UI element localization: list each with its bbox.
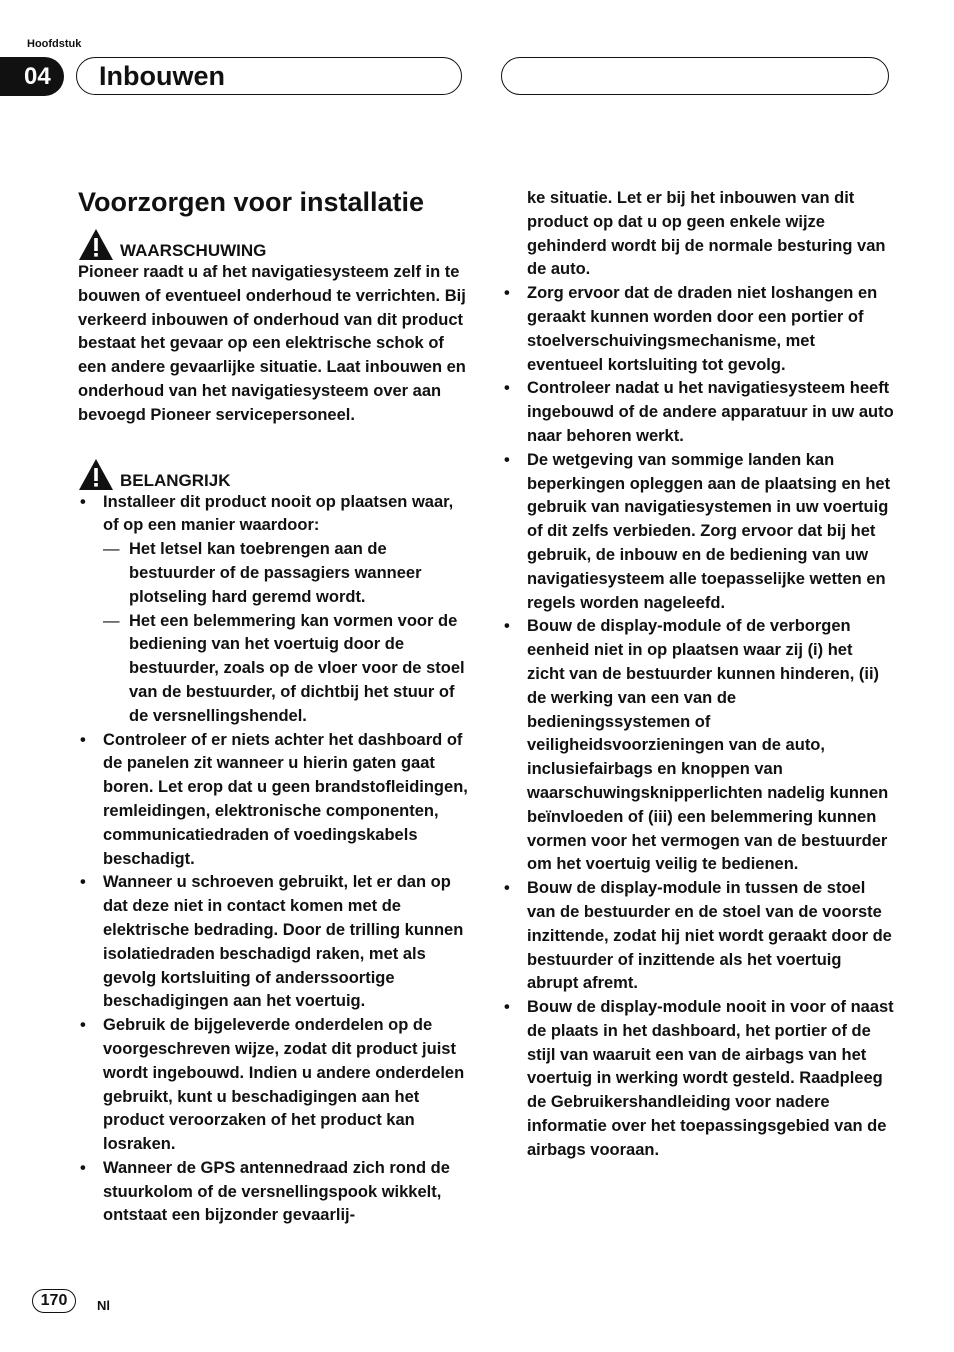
language-code: Nl <box>97 1298 110 1313</box>
list-item <box>78 491 468 729</box>
chapter-number: 04 <box>0 57 64 96</box>
important-heading <box>78 458 468 491</box>
list-item: • Controleer nadat u het navigatiesysteem heeft ingebouwd of de andere apparatuur in uw auto naar behoren werkt. <box>502 377 894 448</box>
continuation-text: ke situatie. Let er bij het inbouwen van dit product op dat u op geen enkele wijze gehinderd wordt bij de normale besturing van de auto. <box>527 189 886 279</box>
section-title: Voorzorgen voor installatie <box>78 187 425 217</box>
page-number: 170 <box>32 1289 76 1313</box>
list-item: • Bouw de display-module of de verborgen eenheid niet in op plaatsen waar zij (i) het zicht van de bestuurder kunnen hinderen, (ii) de werking van een van de bedieningssystemen of veiligheidsvoorzieningen van de auto, inclusiefairbags en knoppen van waarschuwingsknipperlichten nadelig kunnen beïnvloeden of (iii) een belemmering kunnen vormen voor het vermogen van de bestuurder om het voertuig veilig te bedienen. <box>502 615 894 877</box>
list-item: • Gebruik de bijgeleverde onderdelen op de voorgeschreven wijze, zodat dit product juist wordt ingebouwd. Indien u andere onderdelen gebruikt, kunt u beschadigingen aan het product veroorzaken of het product kan losraken. <box>78 1014 468 1157</box>
important-label: BELANGRIJK <box>120 470 231 490</box>
list-item: • Bouw de display-module in tussen de stoel van de bestuurder en de stoel van de voorste inzittende, zodat hij niet wordt geraakt door de bestuurder of inzittende als het voertuig abrupt afremt. <box>502 877 894 996</box>
warning-icon <box>78 228 114 261</box>
sub-list <box>103 538 468 728</box>
header-box-right <box>501 57 889 95</box>
left-column <box>78 184 468 1228</box>
important-list-right <box>502 282 894 1162</box>
warning-text: Pioneer raadt u af het navigatiesysteem zelf in te bouwen of eventueel onderhoud te verrichten. Bij verkeerd inbouwen of onderhoud van dit product bestaat het gevaar op een elektrische schok of een andere gevaarlijke situatie. Laat inbouwen en onderhoud van het navigatiesysteem over aan bevoegd Pioneer servicepersoneel. <box>78 263 466 424</box>
warning-heading <box>78 228 468 261</box>
list-item: • Bouw de display-module nooit in voor of naast de plaats in het dashboard, het portier of de stijl van waaruit een van de airbags van het voertuig in werking wordt gesteld. Raadpleeg de Gebruikershandleiding voor nadere informatie over het toepassingsgebied van de airbags vooraan. <box>502 996 894 1163</box>
list-item: • Wanneer de GPS antennedraad zich rond de stuurkolom of de versnellingspook wikkelt, ontstaat een bijzonder gevaarlij- <box>78 1157 468 1228</box>
list-item: • Wanneer u schroeven gebruikt, let er dan op dat deze niet in contact komen met de elektrische bedrading. Door de trilling kunnen isolatiedraden beschadigd raken, met als gevolg kortsluiting of anderssoortige beschadigingen aan het voertuig. <box>78 871 468 1014</box>
warning-label: WAARSCHUWING <box>120 241 267 260</box>
important-list-left <box>78 491 468 1229</box>
list-item-text: Installeer dit product nooit op plaatsen waar, of op een manier waardoor: <box>103 492 454 535</box>
sub-list-item: — Het een belemmering kan vormen voor de bediening van het voertuig door de bestuurder, zoals op de vloer voor de stoel van de bestuurder, of dichtbij het stuur of de versnellingshendel. <box>103 610 468 729</box>
chapter-title-box <box>76 57 462 95</box>
sub-list-item: — Het letsel kan toebrengen aan de bestuurder of de passagiers wanneer plotseling hard geremd wordt. <box>103 538 468 609</box>
list-item: • Zorg ervoor dat de draden niet loshangen en geraakt kunnen worden door een portier of stoelverschuivingsmechanisme, met eventueel kortsluiting tot gevolg. <box>502 282 894 377</box>
chapter-label: Hoofdstuk <box>27 38 82 50</box>
list-item: • Controleer of er niets achter het dashboard of de panelen zit wanneer u hierin gaten gaat boren. Let erop dat u geen brandstofleidingen, remleidingen, elektronische componenten, communicatiedraden of voedingskabels beschadigt. <box>78 729 468 872</box>
list-item: • De wetgeving van sommige landen kan beperkingen opleggen aan de plaatsing en het gebruik van navigatiesystemen in uw voertuig of dit zelfs verbieden. Zorg ervoor dat bij het gebruik, de inbouw en de bediening van uw navigatiesysteem alle toepasselijke wetten en regels worden nageleefd. <box>502 449 894 616</box>
right-column <box>502 187 894 1163</box>
chapter-title: Inbouwen <box>99 61 225 91</box>
warning-icon <box>78 458 114 491</box>
